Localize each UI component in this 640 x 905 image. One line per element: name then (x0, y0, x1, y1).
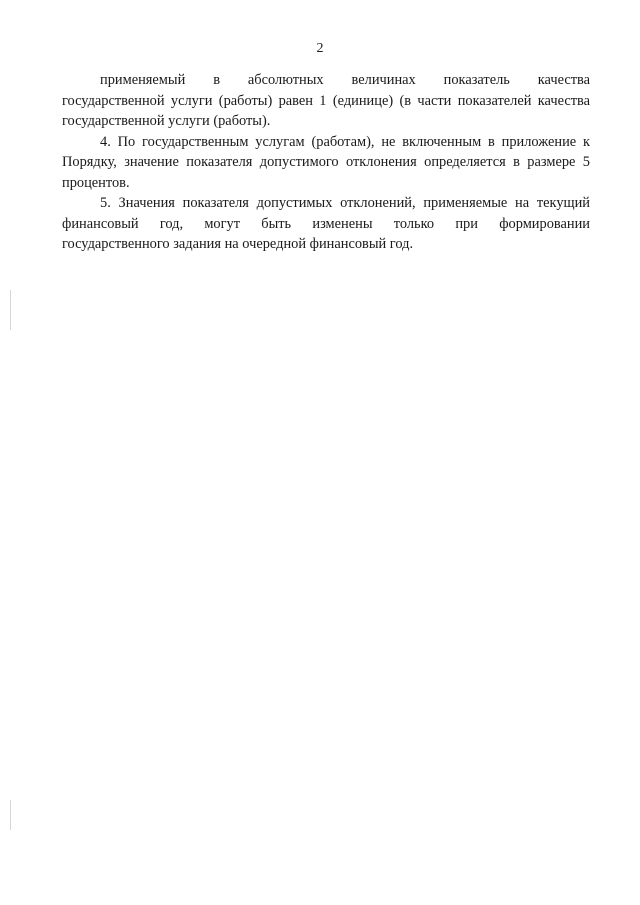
text-line: государственной услуги (работы) равен 1 (единице) (в части показателей качества (62, 92, 590, 109)
text-line: государственной услуги (работы). (62, 113, 271, 129)
text-line: 4. По государственным услугам (работам), не включенным в приложение к (100, 133, 590, 150)
scan-artifact (10, 290, 11, 330)
page-number: 2 (316, 41, 324, 56)
document-body (62, 70, 590, 255)
text-line: процентов. (62, 174, 130, 191)
paragraph-2 (62, 132, 590, 194)
text-line: 5. Значения показателя допустимых отклонений, применяемые на текущий (100, 195, 590, 211)
paragraph-3 (62, 193, 590, 255)
text-line: применяемый в абсолютных величинах показатель качества (100, 72, 590, 88)
text-line: финансовый год, могут быть изменены только при формировании (62, 215, 590, 232)
text-line: Порядку, значение показателя допустимого отклонения определяется в размере 5 (62, 154, 590, 170)
text-line: государственного задания на очередной финансовый год. (62, 236, 414, 252)
scan-artifact (10, 800, 11, 830)
paragraph-1 (62, 70, 590, 132)
